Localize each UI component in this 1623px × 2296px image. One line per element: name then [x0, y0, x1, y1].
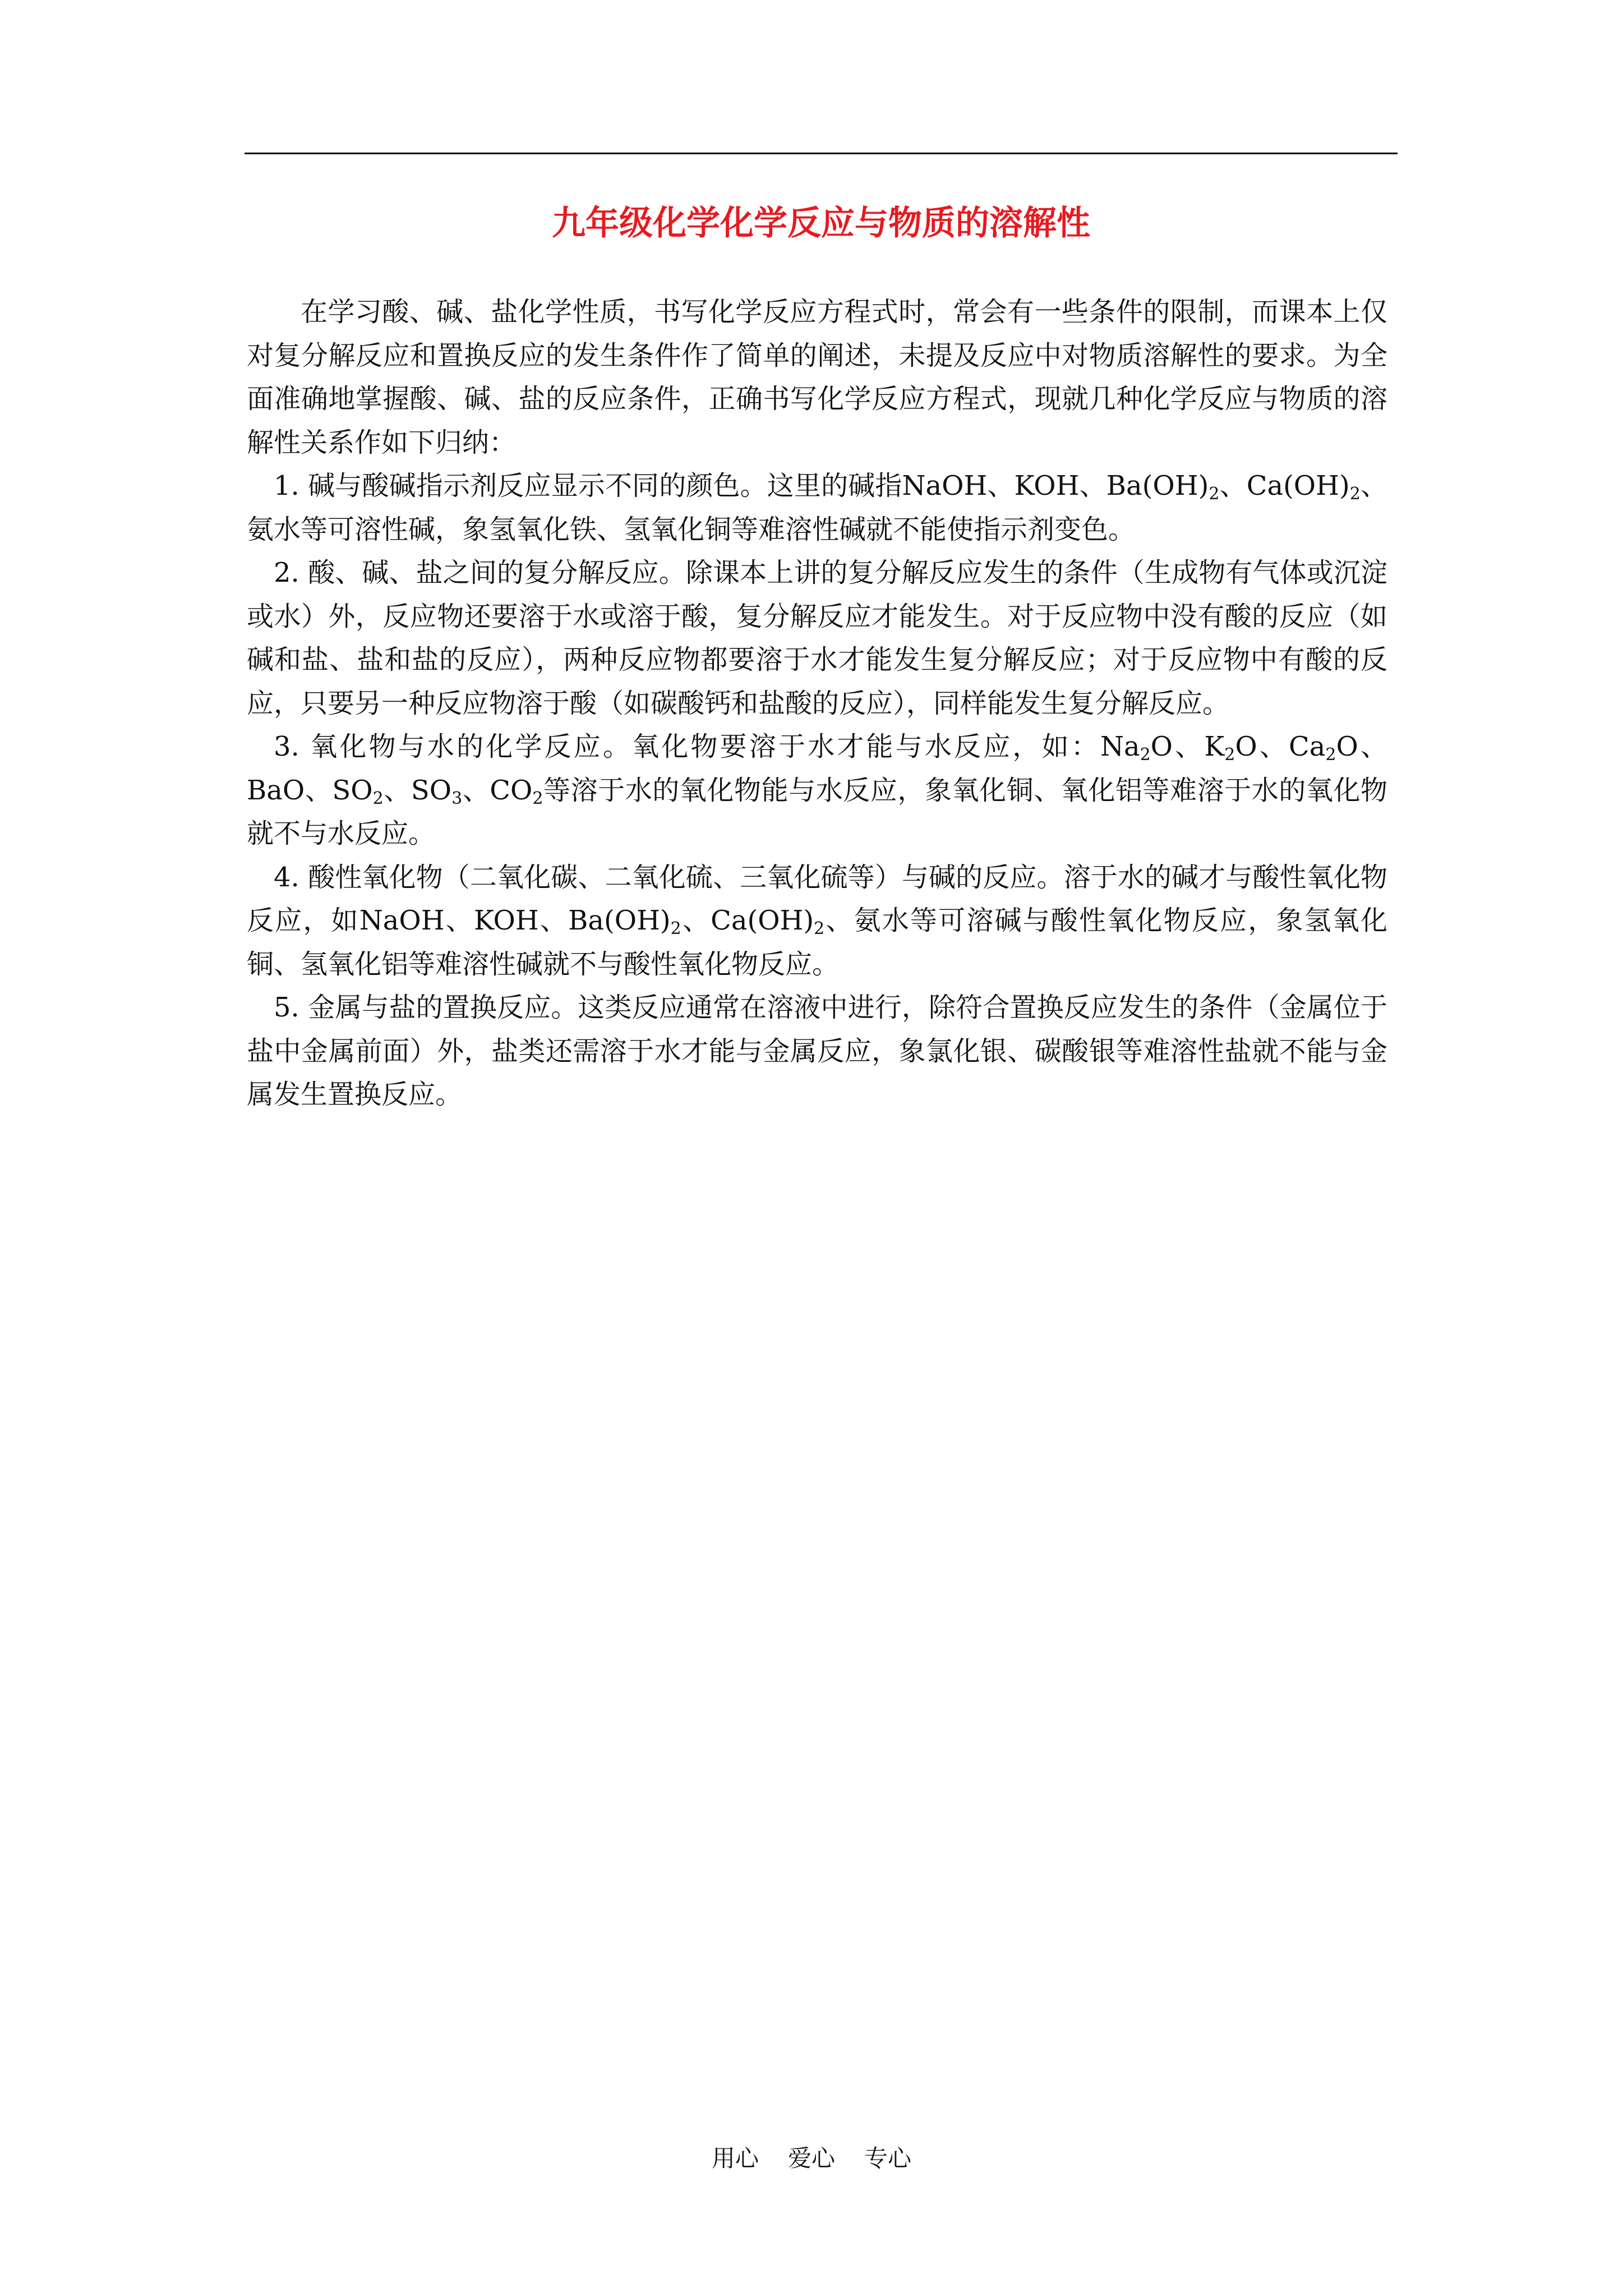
header-rule [245, 153, 1398, 154]
subscript: 2 [1140, 745, 1151, 765]
footer-word: 用心 [711, 2145, 759, 2172]
item-text: O、K [1150, 731, 1225, 762]
item-number: 5. [274, 992, 299, 1023]
list-item-4 [247, 856, 1387, 987]
item-text: O、Ca [1235, 731, 1326, 762]
list-item-2 [247, 551, 1387, 725]
document-title: 九年级化学化学反应与物质的溶解性 [552, 204, 1090, 243]
subscript: 2 [372, 788, 384, 808]
item-text: O、BaO、SO [247, 731, 1387, 806]
subscript: 2 [532, 788, 543, 808]
item-number: 3. [274, 731, 299, 762]
list-item-1 [247, 464, 1387, 551]
document-body [247, 291, 1387, 1117]
item-text: 等溶于水的氧化物能与水反应，象氧化铜、氧化铝等难溶于水的氧化物就不与水反应。 [247, 774, 1387, 849]
item-text: 金属与盐的置换反应。这类反应通常在溶液中进行，除符合置换反应发生的条件（金属位于盐中金属前面）外，盐类还需溶于水才能与金属反应，象氯化银、碳酸银等难溶性盐就不能与金属发生置换反应。 [247, 992, 1387, 1110]
item-text: 、氨水等可溶碱与酸性氧化物反应，象氢氧化铜、氢氧化铝等难溶性碱就不与酸性氧化物反应。 [247, 905, 1387, 980]
item-text: 、氨水等可溶性碱，象氢氧化铁、氢氧化铜等难溶性碱就不能使指示剂变色。 [247, 470, 1387, 545]
item-text: 碱与酸碱指示剂反应显示不同的颜色。这里的碱指NaOH、KOH、Ba(OH) [308, 470, 1209, 501]
item-text: 、Ca(OH) [681, 905, 814, 936]
item-text: 、CO [462, 774, 533, 806]
item-number: 2. [274, 557, 299, 588]
footer-word: 爱心 [787, 2145, 835, 2172]
item-text: 氧化物与水的化学反应。氧化物要溶于水才能与水反应，如：Na [310, 731, 1140, 762]
item-text: 酸、碱、盐之间的复分解反应。除课本上讲的复分解反应发生的条件（生成物有气体或沉淀或水）外，反应物还要溶于水或溶于酸，复分解反应才能发生。对于反应物中没有酸的反应（如碱和盐、盐和盐的反应），两种反应物都要溶于水才能发生复分解反应；对于反应物中有酸的反应，只要另一种反应物溶于酸（如碳酸钙和盐酸的反应），同样能发生复分解反应。 [247, 557, 1387, 719]
list-item-3 [247, 725, 1387, 856]
footer-word: 专心 [864, 2145, 912, 2172]
subscript: 2 [814, 919, 825, 938]
page-footer [0, 2142, 1623, 2175]
subscript: 2 [1325, 745, 1336, 765]
item-text: 、SO [383, 774, 452, 806]
subscript: 2 [1224, 745, 1235, 765]
list-item-5 [247, 986, 1387, 1117]
subscript: 2 [1349, 484, 1361, 504]
subscript: 2 [670, 919, 681, 938]
item-text: 酸性氧化物（二氧化碳、二氧化硫、三氧化硫等）与碱的反应。溶于水的碱才与酸性氧化物反应，如NaOH、KOH、Ba(OH) [247, 861, 1387, 936]
subscript: 3 [451, 788, 463, 808]
item-number: 4. [274, 861, 299, 893]
subscript: 2 [1209, 484, 1220, 504]
item-number: 1. [274, 470, 299, 501]
item-text: 、Ca(OH) [1219, 470, 1350, 501]
intro-paragraph: 在学习酸、碱、盐化学性质，书写化学反应方程式时，常会有一些条件的限制，而课本上仅对复分解反应和置换反应的发生条件作了简单的阐述，未提及反应中对物质溶解性的要求。为全面准确地掌握酸、碱、盐的反应条件，正确书写化学反应方程式，现就几种化学反应与物质的溶解性关系作如下归纳： [247, 296, 1387, 458]
